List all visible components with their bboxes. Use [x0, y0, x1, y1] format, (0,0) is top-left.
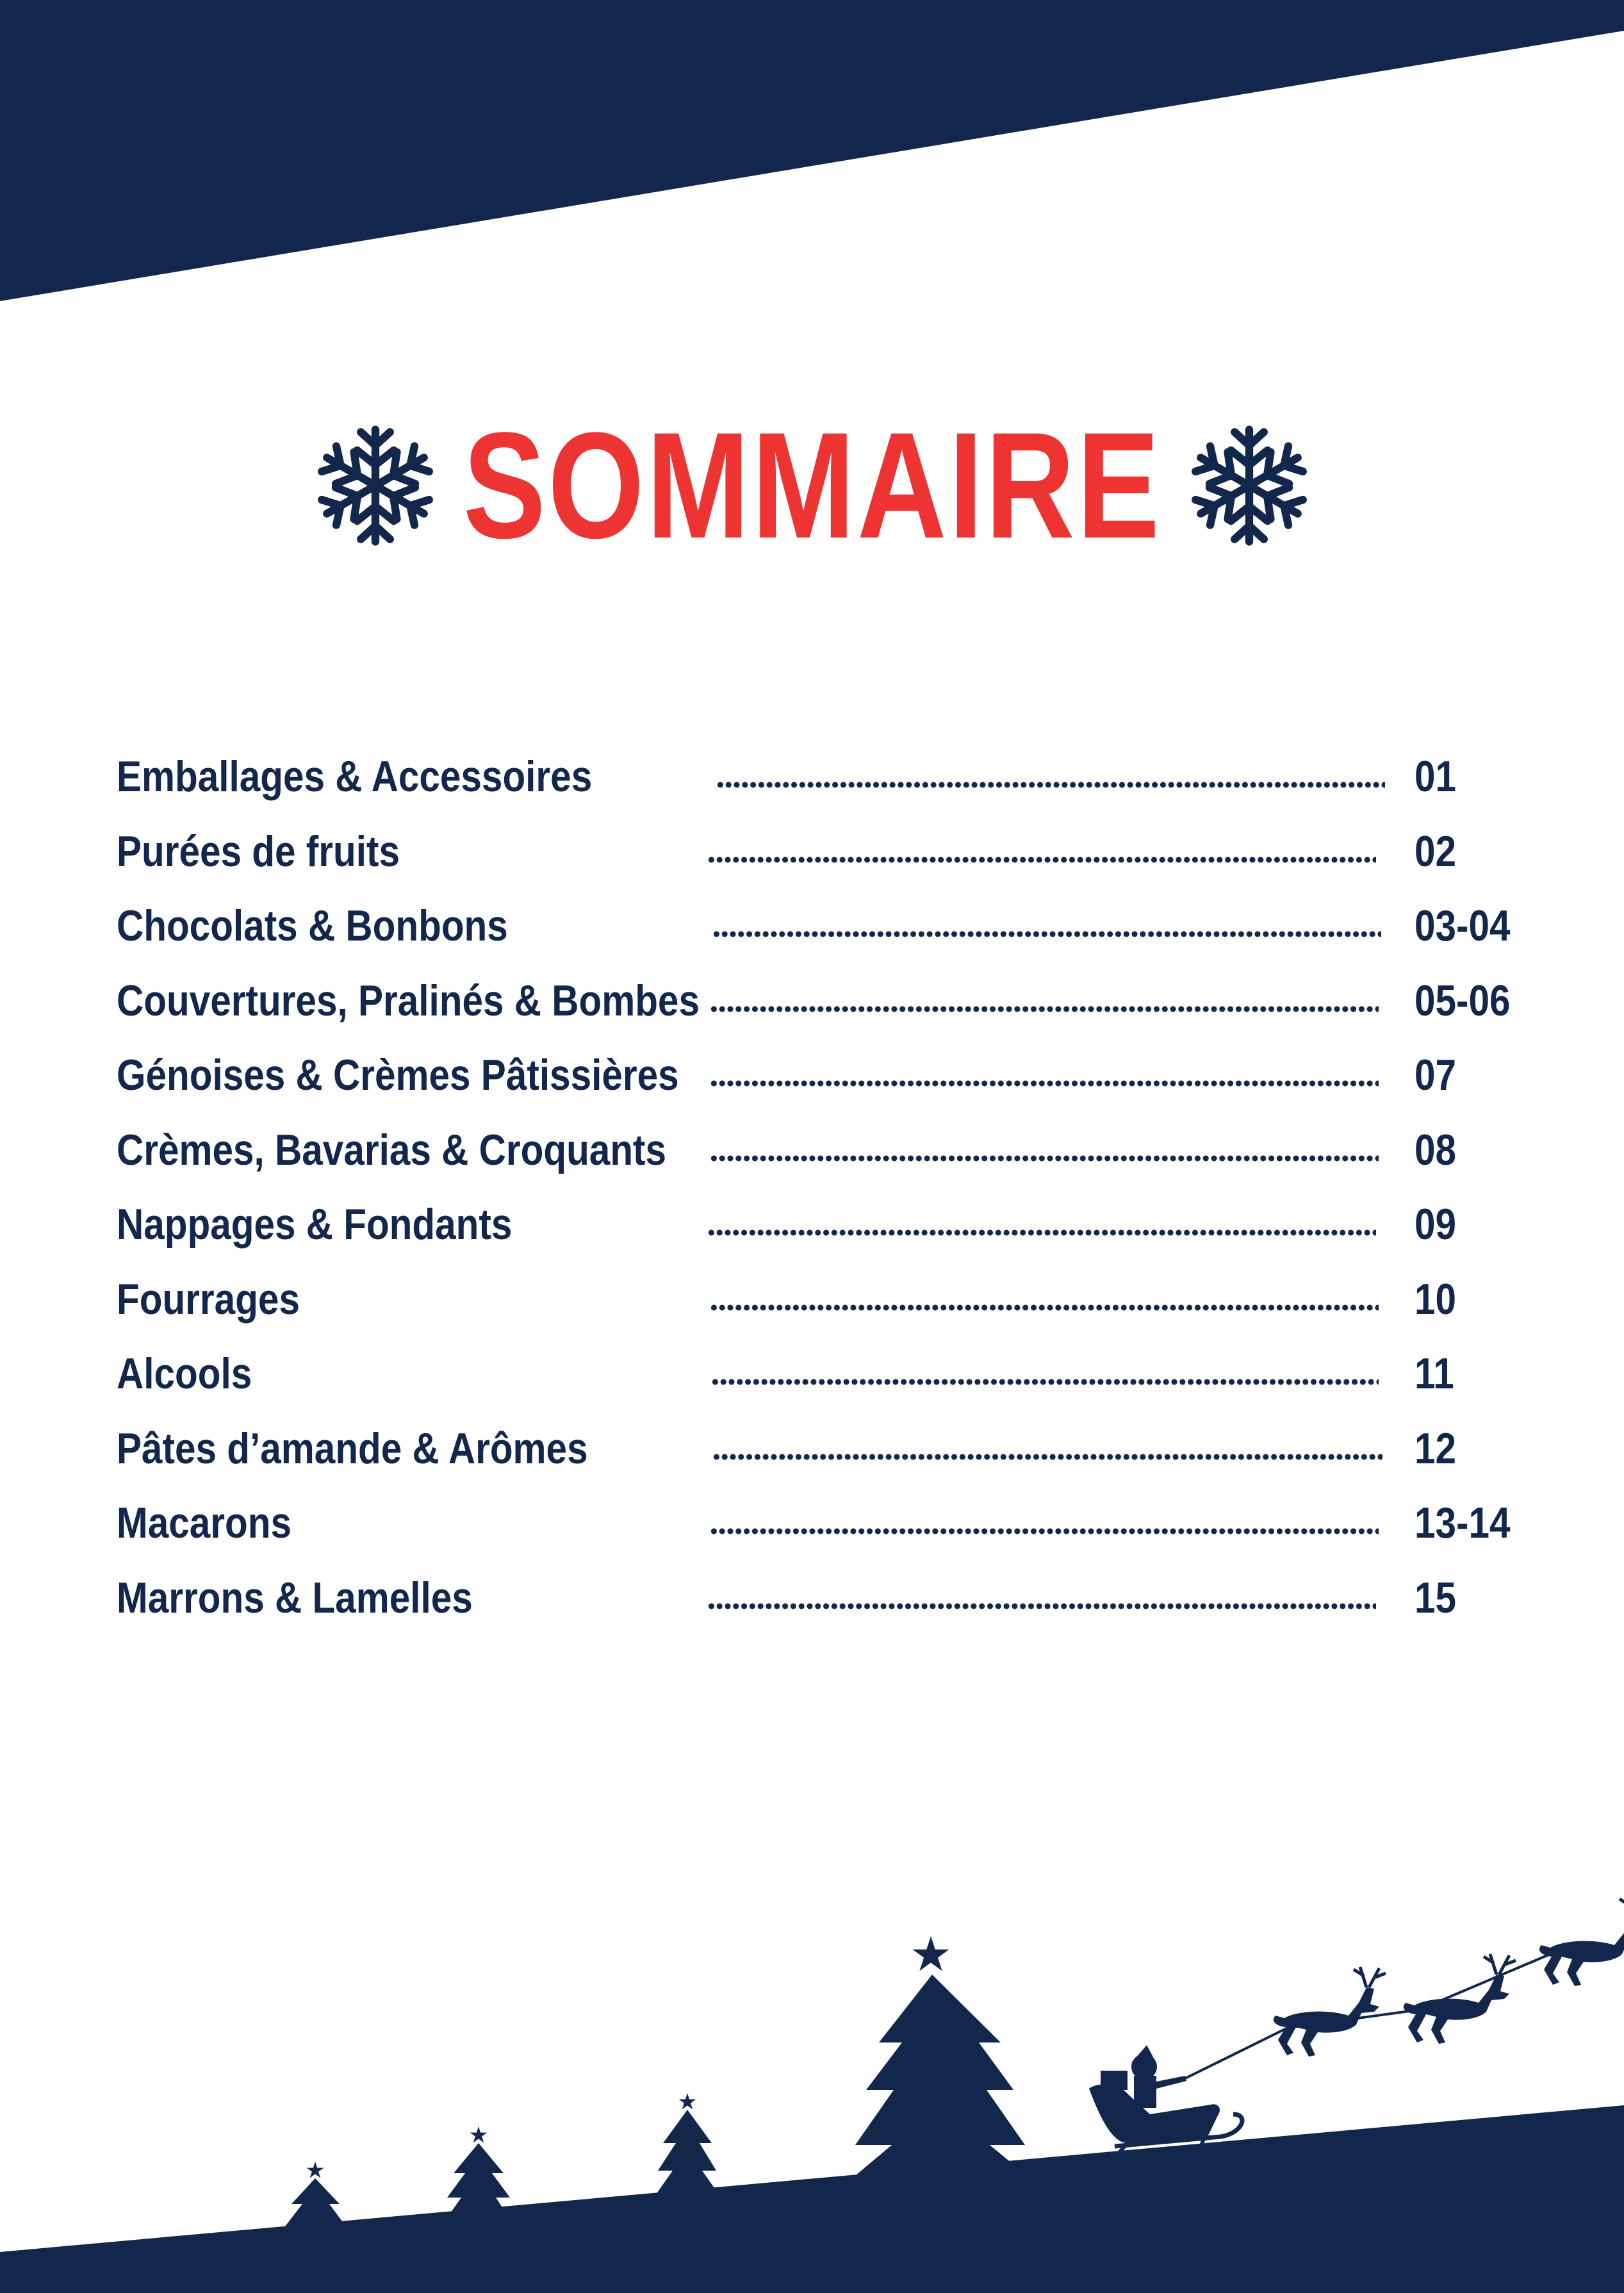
- toc-label: Emballages & Accessoires: [117, 752, 593, 801]
- toc-dot-leader: [710, 1527, 1379, 1535]
- toc-page-number: 02: [1415, 826, 1457, 876]
- toc-page-number: 09: [1415, 1200, 1457, 1249]
- toc-row[interactable]: [0, 972, 1624, 1030]
- toc-page-number: 11: [1415, 1349, 1454, 1398]
- toc-page-number: 05-06: [1415, 976, 1511, 1025]
- christmas-tree-icon: [852, 1936, 1030, 2204]
- toc-page-number: 07: [1415, 1051, 1457, 1099]
- toc-label: Pâtes d’amande & Arômes: [117, 1424, 588, 1473]
- santa-sleigh-icon: [1089, 2045, 1242, 2154]
- toc-label: Alcools: [117, 1349, 252, 1398]
- toc-row[interactable]: [0, 1121, 1624, 1179]
- toc-row[interactable]: [0, 1569, 1624, 1627]
- toc-label: Fourrages: [117, 1274, 300, 1324]
- toc-row[interactable]: [0, 1046, 1624, 1104]
- toc-row[interactable]: [0, 748, 1624, 805]
- toc-row[interactable]: [0, 1345, 1624, 1402]
- christmas-tree-icon: [281, 2162, 351, 2246]
- toc-row[interactable]: [0, 897, 1624, 955]
- toc-label: Crèmes, Bavarias & Croquants: [117, 1125, 667, 1174]
- toc-dot-leader: [707, 856, 1376, 864]
- toc-dot-leader: [707, 1229, 1376, 1237]
- toc-label: Macarons: [117, 1499, 292, 1547]
- toc-dot-leader: [710, 1080, 1379, 1087]
- toc-row[interactable]: [0, 1494, 1624, 1552]
- toc-dot-leader: [712, 930, 1381, 938]
- toc-row[interactable]: [0, 1420, 1624, 1477]
- toc-row[interactable]: [0, 1196, 1624, 1253]
- toc-page-number: 08: [1415, 1125, 1457, 1174]
- toc-page-number: 12: [1415, 1424, 1457, 1473]
- christmas-tree-icon: [443, 2126, 513, 2223]
- toc-label: Purées de fruits: [117, 826, 400, 876]
- toc-dot-leader: [712, 1453, 1382, 1461]
- toc-page-number: 03-04: [1415, 901, 1511, 950]
- toc-dot-leader: [711, 1378, 1379, 1386]
- toc-dot-leader: [716, 781, 1385, 789]
- toc-dot-leader: [710, 1155, 1379, 1162]
- page-title: SOMMAIRE: [463, 401, 1161, 570]
- toc-label: Marrons & Lamelles: [117, 1573, 473, 1622]
- toc-dot-leader: [710, 1005, 1379, 1013]
- toc-dot-leader: [707, 1602, 1376, 1610]
- christmas-tree-icon: [656, 2093, 719, 2207]
- toc-label: Génoises & Crèmes Pâtissières: [117, 1051, 679, 1099]
- toc-label: Couvertures, Pralinés & Bombes: [117, 976, 700, 1025]
- toc-page-number: 15: [1415, 1573, 1457, 1622]
- toc-dot-leader: [710, 1304, 1379, 1311]
- toc-label: Nappages & Fondants: [117, 1200, 513, 1249]
- toc-page-number: 01: [1415, 752, 1457, 801]
- toc-page-number: 13-14: [1415, 1499, 1511, 1547]
- toc-row[interactable]: [0, 1270, 1624, 1328]
- toc-row[interactable]: [0, 823, 1624, 880]
- toc-page-number: 10: [1415, 1274, 1457, 1324]
- toc-label: Chocolats & Bonbons: [117, 901, 508, 950]
